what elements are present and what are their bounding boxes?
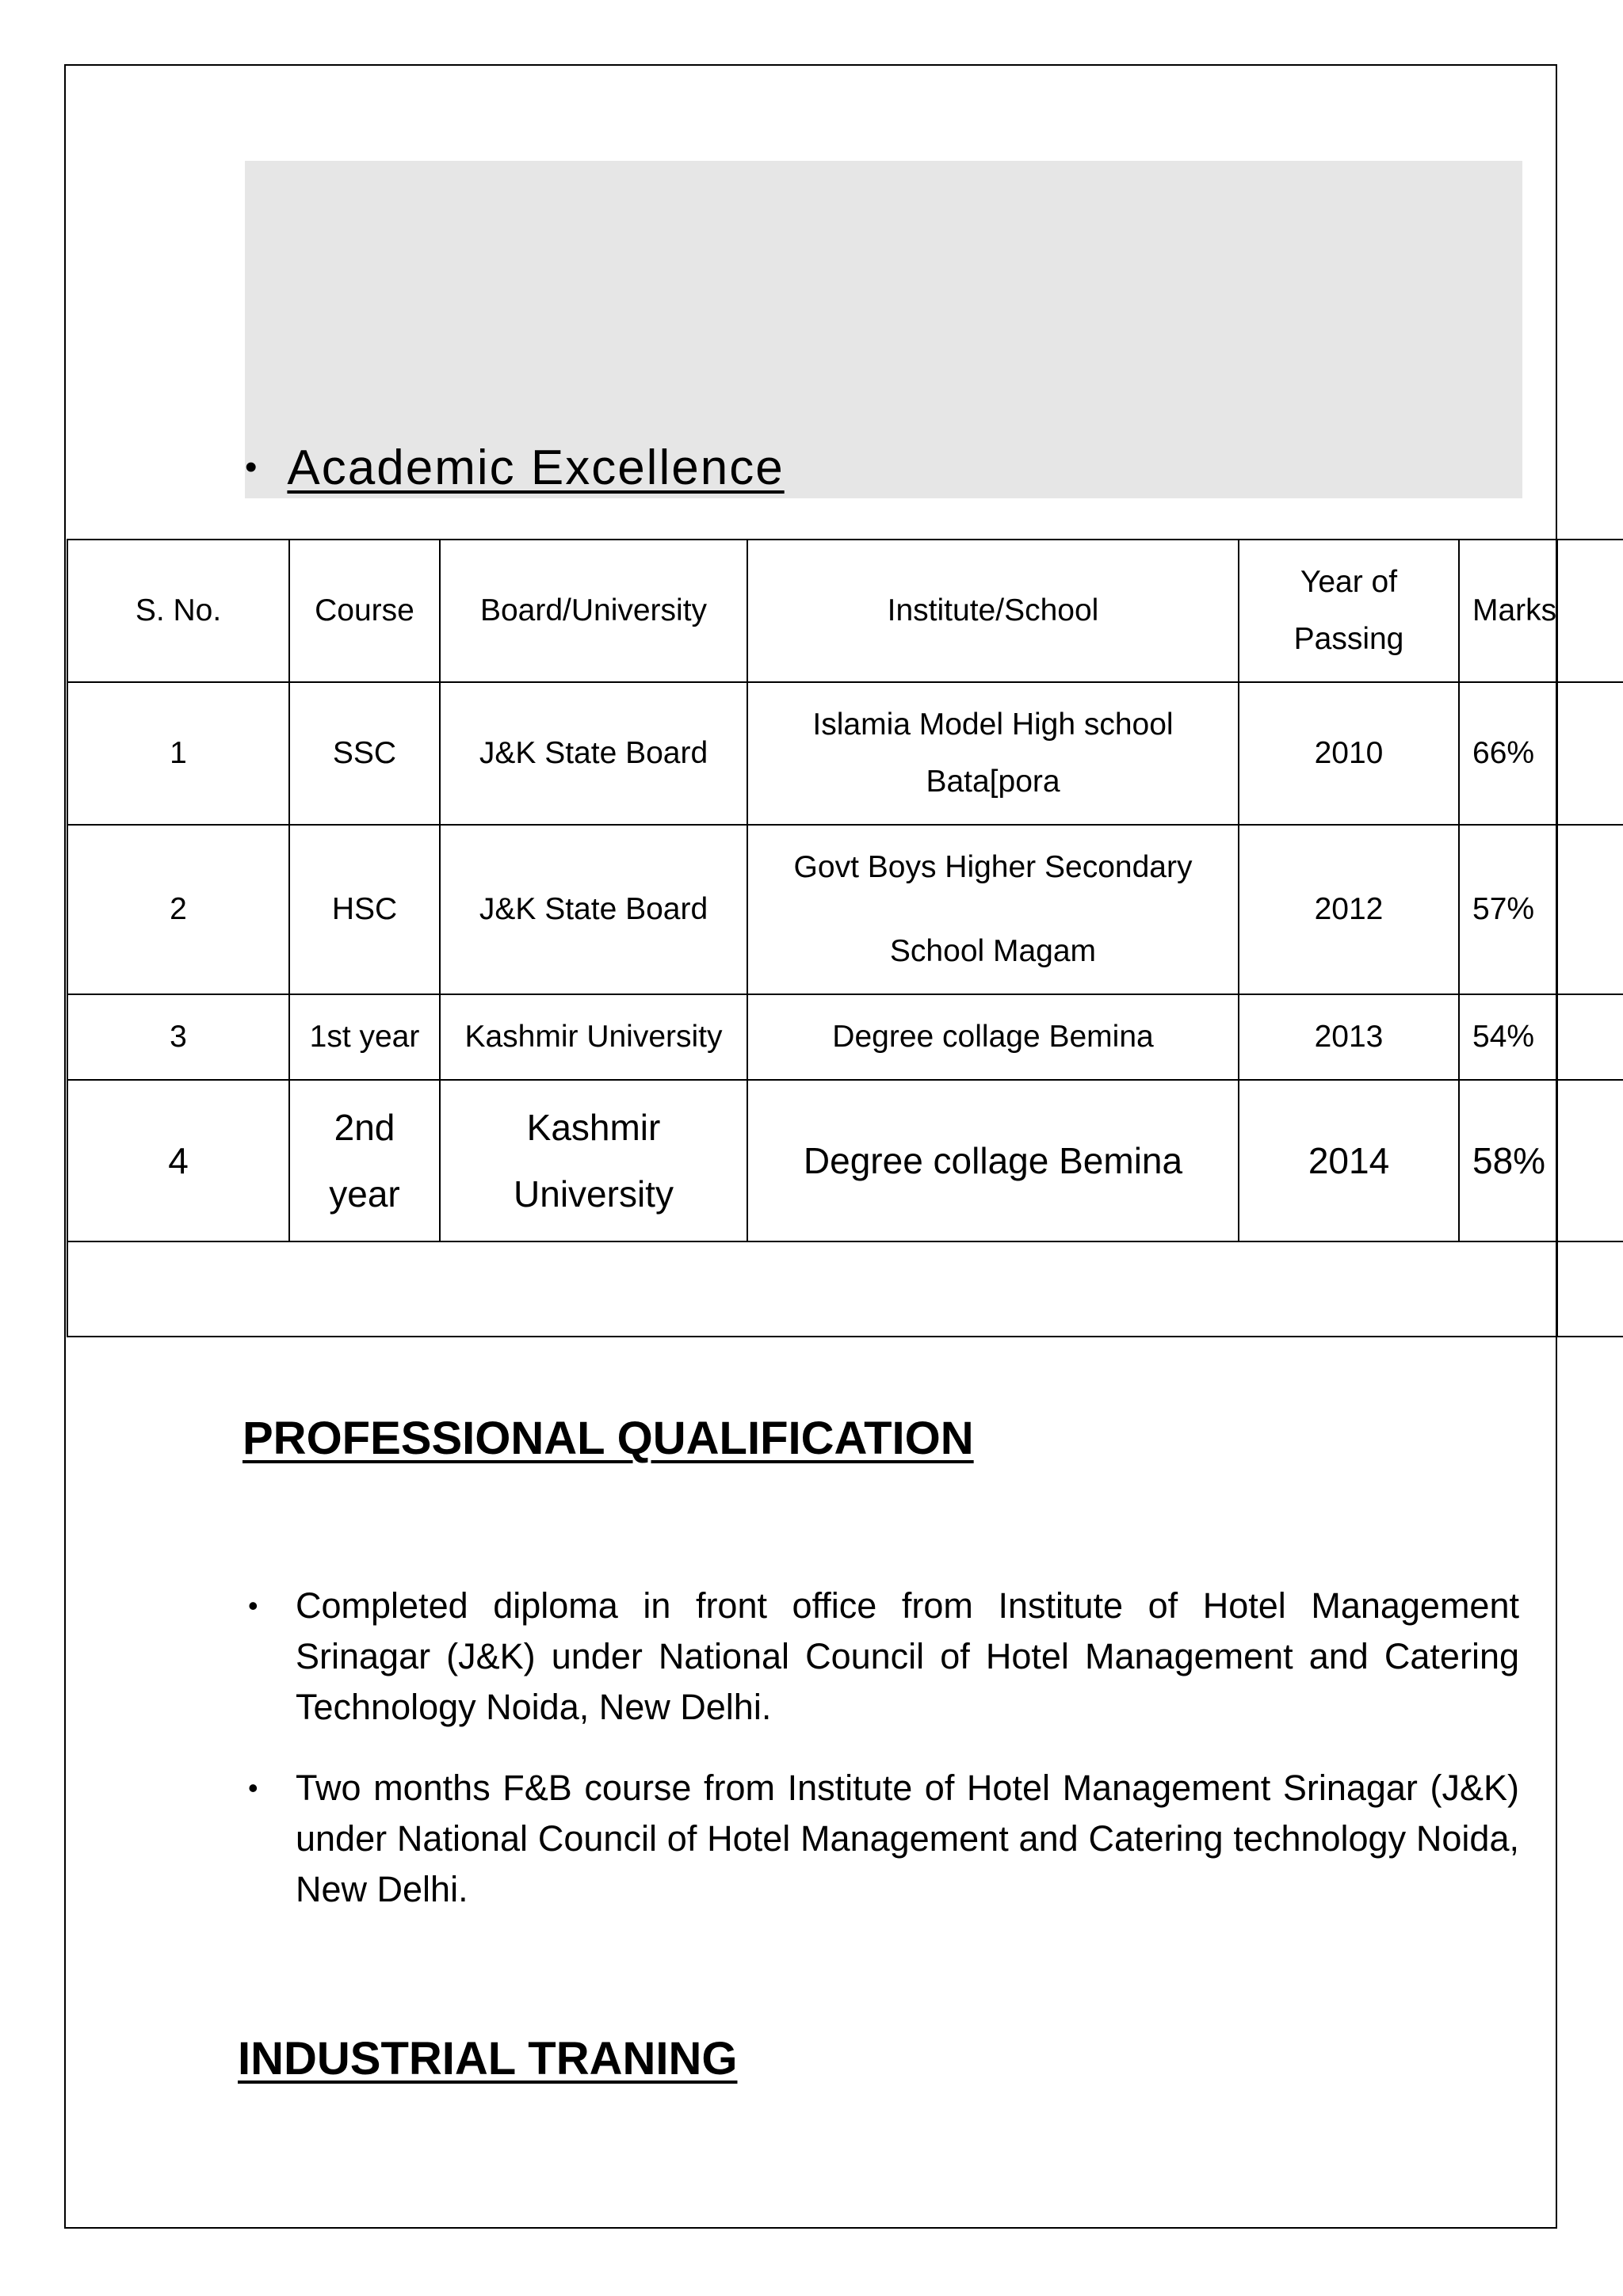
cell-institute: Degree collage Bemina [747, 994, 1239, 1080]
table-row [67, 825, 1623, 994]
academic-table [67, 539, 1623, 1337]
list-item [245, 1581, 1519, 1733]
empty-cell [1557, 825, 1623, 994]
cell-institute: Degree collage Bemina [747, 1080, 1239, 1241]
bullet-icon: • [248, 1772, 258, 1804]
empty-cell [1557, 682, 1623, 825]
cell-institute-line2: Bata[pora [926, 765, 1060, 799]
cell-board: J&K State Board [440, 825, 747, 994]
empty-cell [1557, 1080, 1623, 1241]
academic-excellence-heading [245, 436, 785, 499]
cell-institute-line1: Islamia Model High school [812, 707, 1174, 742]
cell-institute [747, 825, 1239, 994]
table-row-empty [67, 1241, 1623, 1337]
table-row [67, 682, 1623, 825]
list-item [245, 1763, 1519, 1915]
cell-marks: 66% [1459, 682, 1557, 825]
professional-qualification-heading: PROFESSIONAL QUALIFICATION [242, 1413, 974, 1464]
cell-institute-line1: Govt Boys Higher Secondary [793, 850, 1193, 884]
bullet-icon: • [245, 448, 259, 486]
cell-sno: 1 [67, 682, 289, 825]
empty-cell [1557, 540, 1623, 682]
list-item-text: Two months F&B course from Institute of Hotel Management Srinagar (J&K) under National Council of Hotel Management and Catering technology Noida, New Delhi. [296, 1768, 1519, 1909]
bullet-icon: • [248, 1589, 258, 1622]
cell-board [440, 1080, 747, 1241]
empty-cell [67, 1241, 1557, 1337]
professional-qualification-list [245, 1581, 1519, 1945]
cell-sno: 3 [67, 994, 289, 1080]
cell-institute-line2: School Magam [889, 934, 1097, 968]
table-row [67, 994, 1623, 1080]
cell-board: J&K State Board [440, 682, 747, 825]
header-marks: Marks [1459, 540, 1557, 682]
empty-cell [1557, 1241, 1623, 1337]
cell-year: 2013 [1239, 994, 1459, 1080]
cell-course: HSC [289, 825, 440, 994]
table-row [67, 1080, 1623, 1241]
header-board: Board/University [440, 540, 747, 682]
cell-course-line1: 2nd [334, 1107, 395, 1148]
header-course: Course [289, 540, 440, 682]
cell-sno: 2 [67, 825, 289, 994]
cell-year: 2010 [1239, 682, 1459, 825]
cell-marks: 58% [1459, 1080, 1557, 1241]
cell-institute [747, 682, 1239, 825]
header-year [1239, 540, 1459, 682]
cell-sno: 4 [67, 1080, 289, 1241]
cell-course: 1st year [289, 994, 440, 1080]
header-year-line1: Year of [1300, 565, 1398, 599]
table-header-row [67, 540, 1623, 682]
cell-marks: 54% [1459, 994, 1557, 1080]
cell-year: 2012 [1239, 825, 1459, 994]
cell-course [289, 1080, 440, 1241]
header-year-line2: Passing [1293, 622, 1404, 656]
header-institute: Institute/School [747, 540, 1239, 682]
academic-heading-text: Academic Excellence [287, 440, 785, 495]
empty-cell [1557, 994, 1623, 1080]
cell-board-line1: Kashmir [526, 1107, 661, 1148]
list-item-text: Completed diploma in front office from Institute of Hotel Management Srinagar (J&K) under National Council of Hotel Management and Catering Technology Noida, New Delhi. [296, 1585, 1519, 1727]
cell-course: SSC [289, 682, 440, 825]
industrial-training-heading: INDUSTRIAL TRANING [238, 2033, 738, 2084]
cell-board: Kashmir University [440, 994, 747, 1080]
cell-marks: 57% [1459, 825, 1557, 994]
cell-board-line2: University [514, 1173, 674, 1215]
header-sno: S. No. [67, 540, 289, 682]
cell-year: 2014 [1239, 1080, 1459, 1241]
cell-course-line2: year [329, 1173, 400, 1215]
